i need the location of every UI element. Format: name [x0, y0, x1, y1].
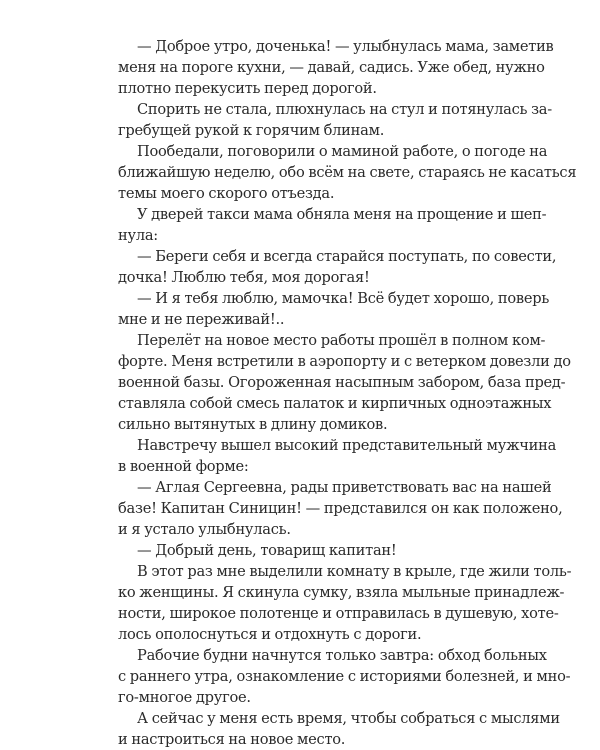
text-line: го-многое другое.: [118, 689, 251, 706]
paragraph: [118, 477, 563, 540]
text-line: А сейчас у меня есть время, чтобы собраться с мыслями: [137, 710, 560, 727]
text-line: Пообедали, поговорили о маминой работе, о погоде на: [137, 143, 548, 160]
text-line: форте. Меня встретили в аэропорту и с ветерком довезли до: [118, 353, 571, 370]
text-line: гребущей рукой к горячим блинам.: [118, 122, 385, 139]
text-line: Перелёт на новое место работы прошёл в полном ком-: [137, 332, 546, 349]
paragraph: [118, 246, 557, 288]
page-text: [118, 36, 577, 750]
text-line: лось ополоснуться и отдохнуть с дороги.: [118, 626, 422, 643]
paragraph: [118, 99, 552, 141]
text-line: и настроиться на новое место.: [118, 731, 346, 748]
text-line: ставляла собой смесь палаток и кирпичных одноэтажных: [118, 395, 552, 412]
text-line: — Береги себя и всегда старайся поступать, по совести,: [137, 248, 557, 265]
text-line: дочка! Люблю тебя, моя дорогая!: [118, 269, 370, 286]
text-line: темы моего скорого отъезда.: [118, 185, 335, 202]
text-line: сильно вытянутых в длину домиков.: [118, 416, 388, 433]
text-line: Навстречу вышел высокий представительный мужчина: [137, 437, 557, 454]
paragraph: [118, 141, 577, 204]
text-line: с раннего утра, ознакомление с историями болезней, и мно-: [118, 668, 571, 685]
paragraph: [118, 330, 571, 435]
text-line: базе! Капитан Синицин! — представился он как положено,: [118, 500, 563, 517]
text-line: — Доброе утро, доченька! — улыбнулась мама, заметив: [137, 38, 554, 55]
text-line: ко женщины. Я скинула сумку, взяла мыльные принадлеж-: [118, 584, 565, 601]
text-line: и я устало улыбнулась.: [118, 521, 291, 538]
text-line: меня на пороге кухни, — давай, садись. Уже обед, нужно: [118, 59, 545, 76]
paragraph: [118, 540, 484, 561]
paragraph: [118, 36, 554, 99]
paragraph: [118, 645, 571, 708]
text-line: Спорить не стала, плюхнулась на стул и потянулась за-: [137, 101, 552, 118]
text-line: Рабочие будни начнутся только завтра: обход больных: [137, 647, 547, 664]
paragraph: [118, 435, 557, 477]
text-line: в военной форме:: [118, 458, 249, 475]
text-line: У дверей такси мама обняла меня на прощение и шеп-: [137, 206, 547, 223]
text-line: нула:: [118, 227, 158, 244]
text-line: В этот раз мне выделили комнату в крыле, где жили толь-: [137, 563, 572, 580]
paragraph: [118, 708, 560, 750]
text-line: — И я тебя люблю, мамочка! Всё будет хорошо, поверь: [137, 290, 550, 307]
text-line: — Аглая Сергеевна, рады приветствовать вас на нашей: [137, 479, 552, 496]
paragraph: [118, 561, 572, 645]
text-line: ности, широкое полотенце и отправилась в душевую, хоте-: [118, 605, 559, 622]
paragraph: [118, 288, 550, 330]
text-line: плотно перекусить перед дорогой.: [118, 80, 377, 97]
text-line: — Добрый день, товарищ капитан!: [137, 542, 397, 559]
text-line: ближайшую неделю, обо всём на свете, стараясь не касаться: [118, 164, 577, 181]
paragraph: [118, 204, 547, 246]
text-line: мне и не переживай!..: [118, 311, 285, 328]
text-line: военной базы. Огороженная насыпным забором, база пред-: [118, 374, 566, 391]
